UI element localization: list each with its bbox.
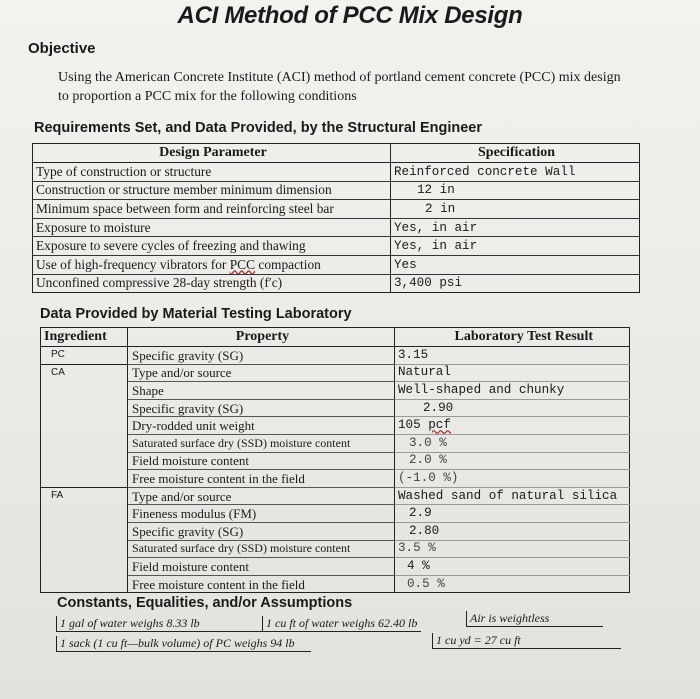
constant-water-cuft: 1 cu ft of water weighs 62.40 lb <box>262 616 421 632</box>
parameter-cell: Exposure to moisture <box>33 218 391 237</box>
specification-cell: 2 in <box>391 200 640 219</box>
result-cell: 0.5 % <box>407 576 445 591</box>
table-row <box>33 274 640 293</box>
table-row <box>33 200 640 219</box>
table-row <box>41 505 630 523</box>
parameter-text-c: compaction <box>255 256 321 272</box>
property-cell: Free moisture content in the field <box>128 575 395 593</box>
result-cell: Well-shaped and chunky <box>395 382 630 400</box>
requirements-header-row <box>33 144 640 163</box>
table-row <box>41 558 630 576</box>
ingredient-header: Ingredient <box>41 328 128 347</box>
table-row <box>41 522 630 540</box>
result-cell: 2.0 % <box>395 452 630 470</box>
specification-cell: Yes, in air <box>391 237 640 256</box>
specification-cell: 12 in <box>391 181 640 200</box>
table-row <box>33 255 640 274</box>
result-cell: 4 % <box>395 558 630 576</box>
result-value: 105 <box>398 418 421 433</box>
result-cell: Washed sand of natural silica <box>395 487 630 505</box>
table-row <box>41 399 630 417</box>
table-row <box>33 181 640 200</box>
parameter-text-a: Use of high-frequency vibrators for <box>36 256 230 272</box>
table-row <box>41 347 630 365</box>
parameter-cell: Unconfined compressive 28-day strength (f′c) <box>33 274 391 293</box>
constant-cubic-yard: 1 cu yd = 27 cu ft <box>432 633 621 649</box>
table-row <box>41 452 630 470</box>
table-row <box>41 364 630 382</box>
specification-cell: Yes <box>391 255 640 274</box>
lab-result-header: Laboratory Test Result <box>395 328 630 347</box>
parameter-cell: Minimum space between form and reinforcing steel bar <box>33 200 391 219</box>
pcc-spellcheck-word: PCC <box>229 256 256 272</box>
table-row <box>41 470 630 488</box>
table-row <box>33 163 640 182</box>
result-cell <box>395 417 630 435</box>
table-row <box>41 382 630 400</box>
result-cell: 3.5 % <box>395 540 630 558</box>
objective-heading: Objective <box>28 40 96 57</box>
parameter-cell: Exposure to severe cycles of freezing and thawing <box>33 237 391 256</box>
property-cell: Type and/or source <box>128 364 395 382</box>
property-cell: Type and/or source <box>128 487 395 505</box>
table-row <box>41 434 630 452</box>
property-cell: Fineness modulus (FM) <box>128 505 395 523</box>
result-cell: 3.15 <box>395 347 630 365</box>
constants-heading: Constants, Equalities, and/or Assumptions <box>57 595 353 611</box>
specification-cell: Reinforced concrete Wall <box>391 163 640 182</box>
table-row <box>41 575 630 593</box>
property-cell: Specific gravity (SG) <box>128 347 395 365</box>
page-title: ACI Method of PCC Mix Design <box>177 2 523 29</box>
ingredient-cell: FA <box>41 487 128 505</box>
property-cell: Shape <box>128 382 395 400</box>
constant-water-gallon: 1 gal of water weighs 8.33 lb <box>56 616 263 632</box>
specification-header: Specification <box>391 144 640 163</box>
result-cell: 3.0 % <box>395 434 630 452</box>
parameter-cell: Type of construction or structure <box>33 163 391 182</box>
result-cell: 2.90 <box>395 399 630 417</box>
property-header: Property <box>128 328 395 347</box>
requirements-heading: Requirements Set, and Data Provided, by the Structural Engineer <box>34 120 482 136</box>
material-table <box>40 327 630 593</box>
objective-text <box>58 68 658 106</box>
constant-air: Air is weightless <box>466 611 603 627</box>
property-cell: Saturated surface dry (SSD) moisture content <box>128 540 395 558</box>
design-parameter-header: Design Parameter <box>33 144 391 163</box>
result-cell: 2.9 <box>395 505 630 523</box>
table-row <box>41 487 630 505</box>
property-cell: Specific gravity (SG) <box>128 399 395 417</box>
material-data-heading: Data Provided by Material Testing Laboratory <box>40 306 352 322</box>
result-cell: (-1.0 %) <box>395 470 630 488</box>
objective-line-1: Using the American Concrete Institute (ACI) method of portland cement concrete (PCC) mix design <box>58 70 621 85</box>
result-cell: Natural <box>395 364 630 382</box>
result-cell: 2.80 <box>395 522 630 540</box>
requirements-table <box>32 143 640 293</box>
constant-cement-sack: 1 sack (1 cu ft—bulk volume) of PC weighs 94 lb <box>56 636 311 652</box>
table-row <box>33 218 640 237</box>
table-row <box>41 417 630 435</box>
property-cell: Field moisture content <box>128 558 395 576</box>
parameter-cell <box>33 255 391 274</box>
specification-cell: 3,400 psi <box>394 276 463 291</box>
table-row <box>33 237 640 256</box>
ingredient-cell: CA <box>41 364 128 382</box>
objective-line-2: to proportion a PCC mix for the following conditions <box>58 89 357 104</box>
property-cell: Dry-rodded unit weight <box>128 417 395 435</box>
table-row <box>41 540 630 558</box>
property-cell: Specific gravity (SG) <box>128 522 395 540</box>
pcf-unit: pcf <box>428 418 451 433</box>
specification-cell: Yes, in air <box>391 218 640 237</box>
parameter-cell: Construction or structure member minimum dimension <box>33 181 391 200</box>
property-cell: Free moisture content in the field <box>128 470 395 488</box>
property-cell: Field moisture content <box>128 452 395 470</box>
material-header-row <box>41 328 630 347</box>
property-cell: Saturated surface dry (SSD) moisture content <box>128 434 395 452</box>
ingredient-cell: PC <box>41 347 128 365</box>
